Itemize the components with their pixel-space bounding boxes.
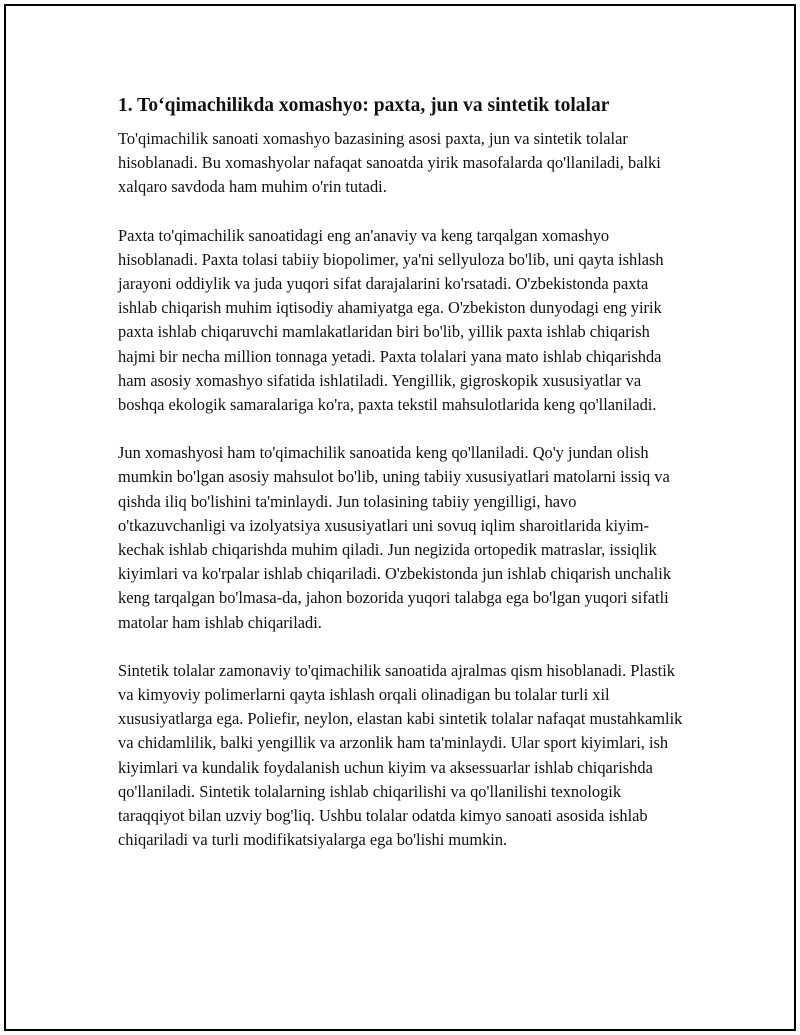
paragraph-wool: Jun xomashyosi ham to'qimachilik sanoatida keng qo'llaniladi. Qo'y jundan olish mumkin bo'lgan asosiy mahsulot bo'lib, uning tabiiy xususiyatlari matolarni issiq va qishda iliq bo'lishini ta'minlaydi. Jun tolasining tabiiy yengilligi, havo o'tkazuvchanligi va izolyatsiya xususiyatlari uni sovuq iqlim sharoitlarida kiyim-kechak ishlab chiqarishda muhim qiladi. Jun negizida ortopedik matraslar, issiqlik kiyimlari va ko'rpalar ishlab chiqariladi. O'zbekistonda jun ishlab chiqarish unchalik keng tarqalgan bo'lmasa-da, jahon bozorida yuqori talabga ega bo'lgan yuqori sifatli matolar ham ishlab chiqariladi. [118,443,672,632]
section-title: 1. To‘qimachilikda xomashyo: paxta, jun va sintetik tolalar [118,95,610,116]
paragraph-cotton: Paxta to'qimachilik sanoatidagi eng an'anaviy va keng tarqalgan xomashyo hisoblanadi. Paxta tolasi tabiiy biopolimer, ya'ni sellyuloza bo'lib, uni qayta ishlash jarayoni oddiylik va juda yuqori sifat darajalarini ko'rsatadi. O'zbekistonda paxta ishlab chiqarish muhim iqtisodiy ahamiyatga ega. O'zbekiston dunyodagi eng yirik paxta ishlab chiqaruvchi mamlakatlaridan biri bo'lib, yillik paxta ishlab chiqarish hajmi bir necha million tonnaga yetadi. Paxta tolalari yana mato ishlab chiqarishda ham asosiy xomashyo sifatida ishlatiladi. Yengillik, gigroskopik xususiyatlar va boshqa ekologik samaralariga ko'ra, paxta tekstil mahsulotlarida keng qo'llaniladi. [118,225,664,415]
document-body [118,93,686,876]
paragraph-intro: To'qimachilik sanoati xomashyo bazasining asosi paxta, jun va sintetik tolalar hisoblanadi. Bu xomashyolar nafaqat sanoatda yirik masofalarda qo'llaniladi, balki xalqaro savdoda ham muhim o'rin tutadi. [118,129,661,197]
paragraph-synthetic: Sintetik tolalar zamonaviy to'qimachilik sanoatida ajralmas qism hisoblanadi. Plastik va kimyoviy polimerlarni qayta ishlash orqali olinadigan bu tolalar turli xil xususiyatlarga ega. Poliefir, neylon, elastan kabi sintetik tolalar nafaqat mustahkamlik va chidamlilik, balki yengillik va arzonlik ham ta'minlaydi. Ular sport kiyimlari, ish kiyimlari va kundalik foydalanish uchun kiyim va aksessuarlar ishlab chiqarishda qo'llaniladi. Sintetik tolalarning ishlab chiqarilishi va qo'llanilishi texnologik taraqqiyot bilan uzviy bog'liq. Ushbu tolalar odatda kimyo sanoati asosida ishlab chiqariladi va turli modifikatsiyalarga ega bo'lishi mumkin. [118,660,683,850]
